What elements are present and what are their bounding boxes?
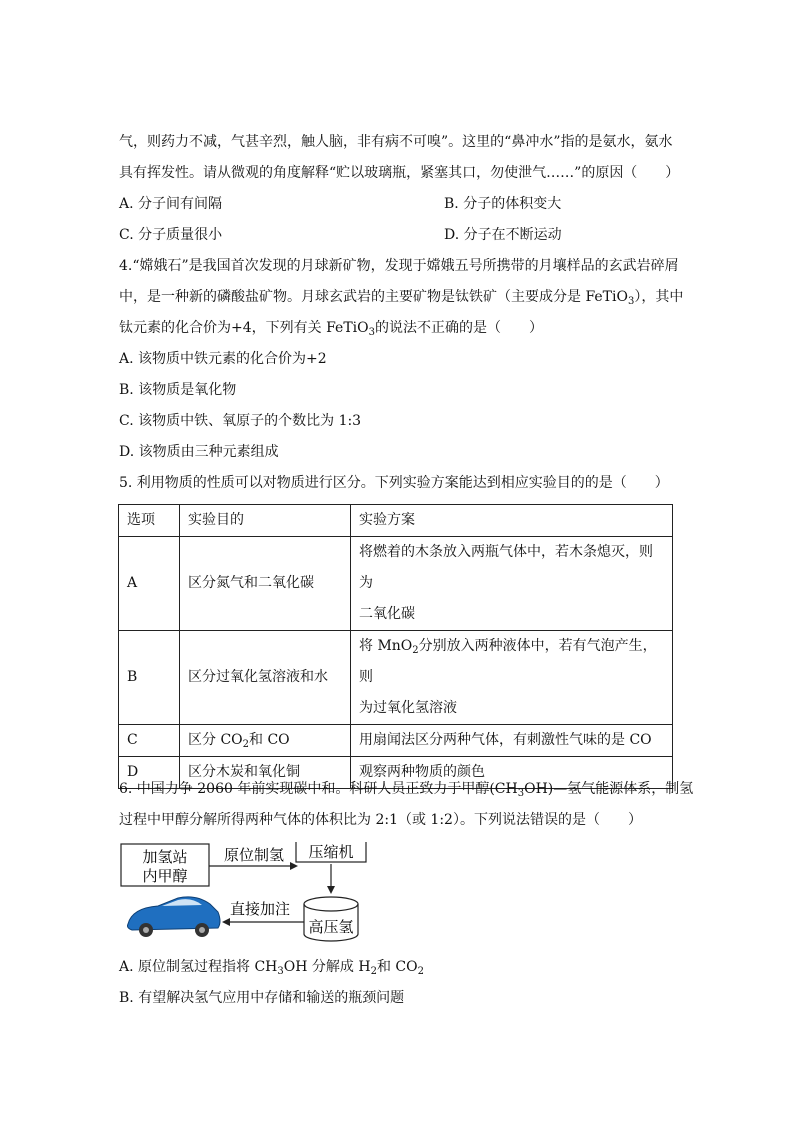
question5-stem: 5. 利用物质的性质可以对物质进行区分。下列实验方案能达到相应实验目的的是（ ） — [119, 475, 669, 491]
row-plan: 将 MnO$_2$分别放入两种液体中，若有气泡产生，则 为过氧化氢溶液 — [351, 631, 673, 725]
row-goal: 区分过氧化氢溶液和水 — [180, 631, 351, 725]
question6-stem-line1: 6. 中国力争 2060 年前实现碳中和。科研人员正致力于甲醇$(CH_3OH)—$氢气能源体系，制氢 — [119, 781, 694, 799]
question4-stem-line3: 钛元素的化合价为+4，下列有关 FeTiO$_3$的说法不正确的是（ ） — [119, 320, 543, 338]
q4-option-d: D. 该物质由三种元素组成 — [119, 444, 279, 460]
row-plan: 用扇闻法区分两种气体，有刺激性气味的是 CO — [351, 725, 673, 757]
row-goal: 区分木炭和氧化铜 — [180, 757, 351, 789]
q3-option-a: A. 分子间有间隔 — [119, 196, 223, 212]
q4-option-c: C. 该物质中铁、氧原子的个数比为 1:3 — [119, 413, 362, 429]
q4-option-b: B. 该物质是氧化物 — [119, 382, 237, 398]
compressor-label: 压缩机 — [308, 843, 354, 861]
header-option: 选项 — [119, 505, 180, 537]
arrow2-label: 直接加注 — [229, 900, 291, 918]
row-option: A — [119, 537, 180, 631]
arrowhead-left-icon — [222, 918, 230, 926]
question4-stem-line1: 4.“嫦娥石”是我国首次发现的月球新矿物，发现于嫦娥五号所携带的月壤样品的玄武岩碎屑 — [119, 258, 679, 274]
row-goal: 区分氮气和二氧化碳 — [180, 537, 351, 631]
hydrogen-process-diagram — [118, 842, 428, 947]
row-option: B — [119, 631, 180, 725]
question3-stem-line2: 具有挥发性。请从微观的角度解释“贮以玻璃瓶，紧塞其口，勿使泄气……”的原因（ ） — [119, 165, 680, 181]
row-option: D — [119, 757, 180, 789]
row-plan: 观察两种物质的颜色 — [351, 757, 673, 789]
table-row — [119, 725, 673, 757]
question6-stem-line2: 过程中甲醇分解所得两种气体的体积比为 2:1（或 1:2）。下列说法错误的是（ ） — [119, 812, 642, 828]
q6-option-b: B. 有望解决氢气应用中存储和输送的瓶颈问题 — [119, 990, 405, 1006]
header-goal: 实验目的 — [180, 505, 351, 537]
methanol-box-line2: 内甲醇 — [142, 867, 188, 885]
arrow1-label: 原位制氢 — [223, 846, 285, 864]
q3-option-d: D. 分子在不断运动 — [444, 227, 562, 243]
row-option: C — [119, 725, 180, 757]
arrowhead-icon — [290, 862, 298, 870]
tank-label: 高压氢 — [308, 918, 354, 936]
table-row — [119, 631, 673, 725]
q3-option-c: C. 分子质量很小 — [119, 227, 223, 243]
question3-stem-line1: 气，则药力不减，气甚辛烈，触人脑，非有病不可嗅”。这里的“鼻冲水”指的是氨水，氨水 — [119, 134, 673, 150]
table-row — [119, 537, 673, 631]
header-plan: 实验方案 — [351, 505, 673, 537]
q6-option-a: A. 原位制氢过程指将 $CH_3OH$ 分解成 $H_2$和 $CO_2$ — [119, 959, 424, 977]
table-header-row — [119, 505, 673, 537]
experiment-table — [118, 504, 673, 789]
row-plan: 将燃着的木条放入两瓶气体中，若木条熄灭，则为 二氧化碳 — [351, 537, 673, 631]
q3-option-b: B. 分子的体积变大 — [444, 196, 562, 212]
car-icon — [128, 897, 221, 937]
methanol-box-line1: 加氢站 — [142, 848, 188, 866]
question4-stem-line2: 中，是一种新的磷酸盐矿物。月球玄武岩的主要矿物是钛铁矿（主要成分是 FeTiO$_3$），其中 — [119, 289, 684, 307]
q4-option-a: A. 该物质中铁元素的化合价为+2 — [119, 351, 327, 367]
tank-top — [304, 897, 358, 911]
row-goal: 区分 $CO_2$和 CO — [180, 725, 351, 757]
arrowhead-down-icon — [327, 886, 335, 894]
